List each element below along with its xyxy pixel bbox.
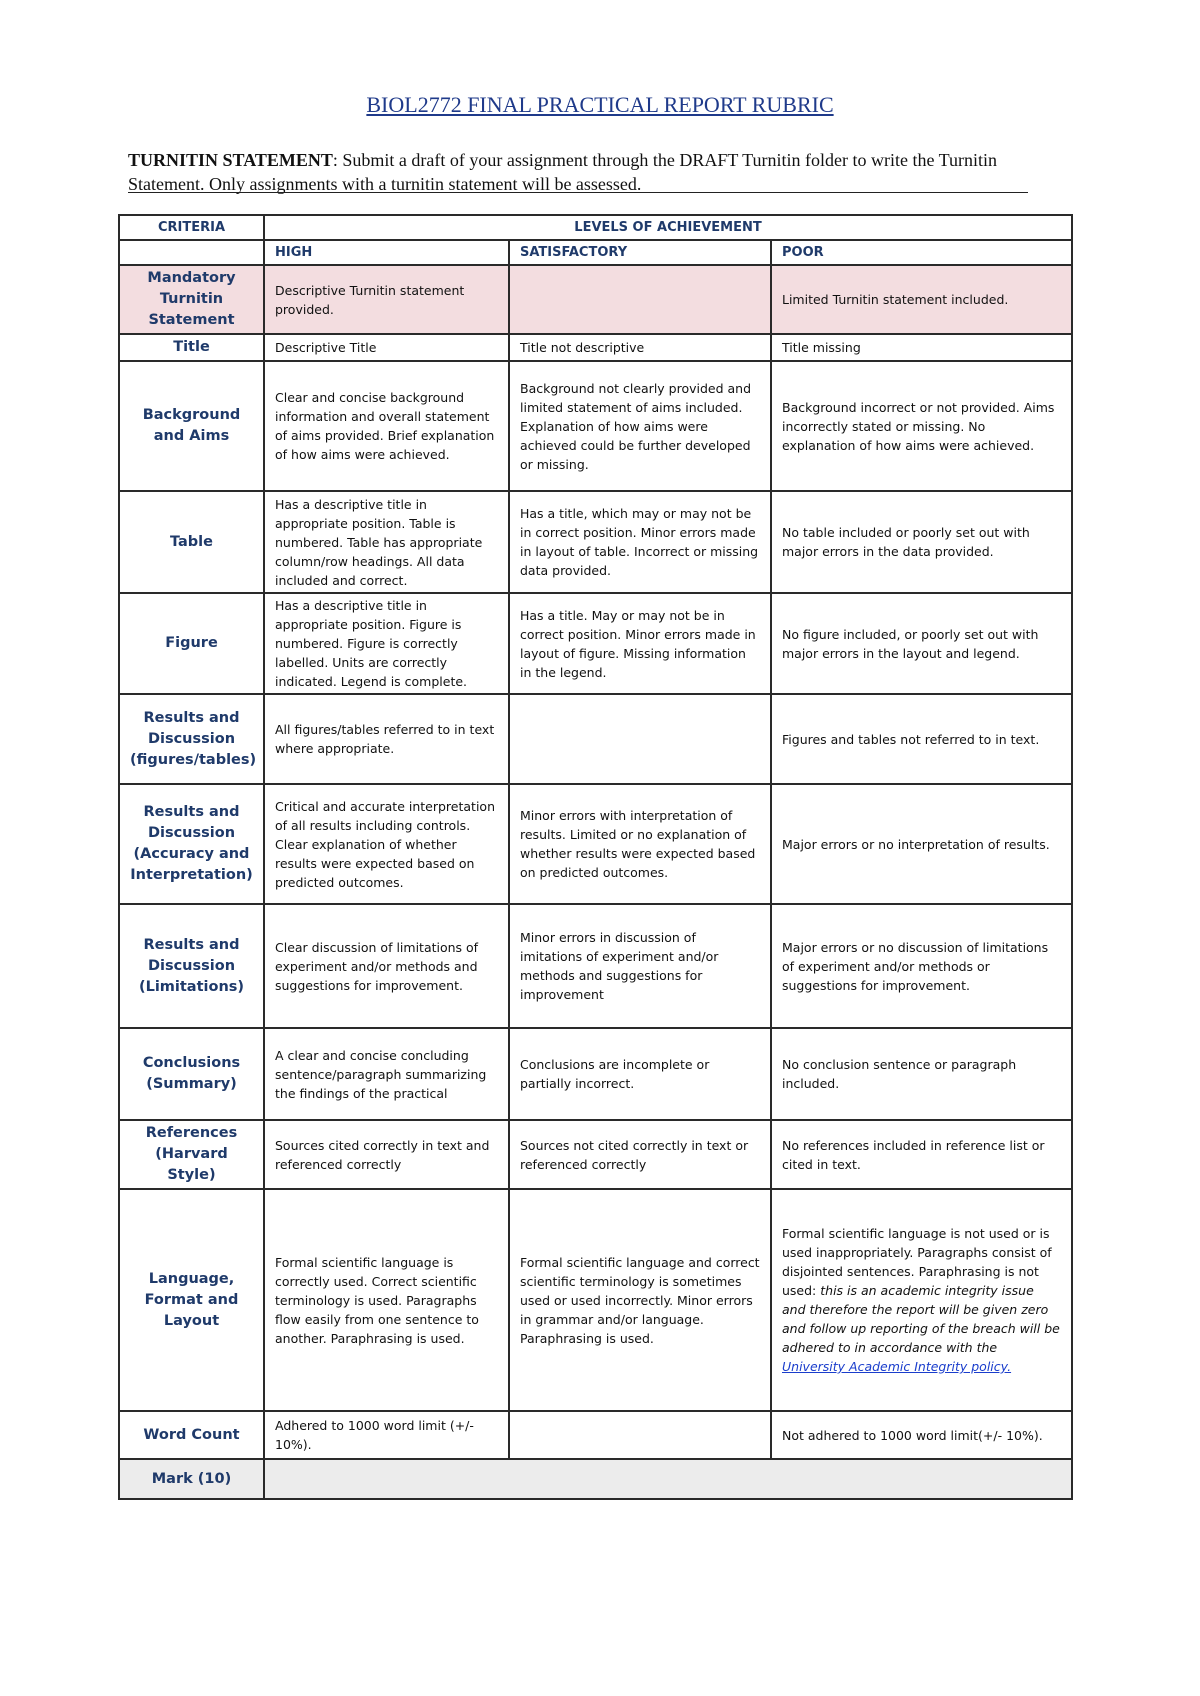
satisfactory-cell: Sources not cited correctly in text or referenced correctly: [509, 1120, 771, 1189]
poor-cell: Background incorrect or not provided. Aims incorrectly stated or missing. No explanation of how aims were achieved.: [771, 361, 1072, 491]
table-row: [119, 1411, 1072, 1459]
table-header-row: [119, 215, 1072, 240]
table-row: [119, 491, 1072, 593]
statement-underline: [128, 192, 1028, 193]
high-cell: Critical and accurate interpretation of all results including controls. Clear explanation of whether results were expected based on predicted outcomes.: [264, 784, 509, 904]
statement-label: TURNITIN STATEMENT: [128, 150, 333, 170]
satisfactory-cell: [509, 265, 771, 334]
turnitin-statement: [128, 148, 1028, 196]
poor-cell: Limited Turnitin statement included.: [771, 265, 1072, 334]
poor-cell: No figure included, or poorly set out with major errors in the layout and legend.: [771, 593, 1072, 694]
satisfactory-cell: Conclusions are incomplete or partially incorrect.: [509, 1028, 771, 1120]
poor-cell: No references included in reference list or cited in text.: [771, 1120, 1072, 1189]
high-cell: Clear and concise background information and overall statement of aims provided. Brief explanation of how aims were achieved.: [264, 361, 509, 491]
table-row: [119, 265, 1072, 334]
criterion-cell: References (Harvard Style): [119, 1120, 264, 1189]
poor-cell: Major errors or no discussion of limitations of experiment and/or methods or suggestions for improvement.: [771, 904, 1072, 1028]
poor-cell: Not adhered to 1000 word limit(+/- 10%).: [771, 1411, 1072, 1459]
high-cell: Clear discussion of limitations of experiment and/or methods and suggestions for improvement.: [264, 904, 509, 1028]
rubric-table: [118, 214, 1073, 1500]
poor-cell: Major errors or no interpretation of results.: [771, 784, 1072, 904]
high-cell: Formal scientific language is correctly used. Correct scientific terminology is used. Paragraphs flow easily from one sentence to another. Paraphrasing is used.: [264, 1189, 509, 1411]
table-row: [119, 784, 1072, 904]
table-row: [119, 694, 1072, 784]
satisfactory-cell: Minor errors with interpretation of results. Limited or no explanation of whether results were expected based on predicted outcomes.: [509, 784, 771, 904]
satisfactory-cell: [509, 694, 771, 784]
criterion-cell: Conclusions (Summary): [119, 1028, 264, 1120]
criteria-header: CRITERIA: [119, 215, 264, 240]
criterion-cell: Background and Aims: [119, 361, 264, 491]
poor-cell: No table included or poorly set out with major errors in the data provided.: [771, 491, 1072, 593]
criterion-cell: Title: [119, 334, 264, 361]
high-cell: Has a descriptive title in appropriate position. Table is numbered. Table has appropriate column/row headings. All data included and correct.: [264, 491, 509, 593]
mark-label: Mark (10): [119, 1459, 264, 1499]
high-cell: Adhered to 1000 word limit (+/- 10%).: [264, 1411, 509, 1459]
table-row: [119, 904, 1072, 1028]
integrity-policy-link[interactable]: University Academic Integrity policy.: [782, 1359, 1012, 1374]
poor-cell: [771, 1189, 1072, 1411]
table-row: [119, 334, 1072, 361]
mark-row: [119, 1459, 1072, 1499]
satisfactory-cell: Title not descriptive: [509, 334, 771, 361]
high-cell: All figures/tables referred to in text where appropriate.: [264, 694, 509, 784]
criterion-cell: Figure: [119, 593, 264, 694]
levels-header: LEVELS OF ACHIEVEMENT: [264, 215, 1072, 240]
high-cell: Has a descriptive title in appropriate position. Figure is numbered. Figure is correctly labelled. Units are correctly indicated. Legend is complete.: [264, 593, 509, 694]
page-title: BIOL2772 FINAL PRACTICAL REPORT RUBRIC: [366, 92, 834, 117]
high-cell: Sources cited correctly in text and referenced correctly: [264, 1120, 509, 1189]
table-row: [119, 1120, 1072, 1189]
satisfactory-cell: Formal scientific language and correct scientific terminology is sometimes used or used incorrectly. Minor errors in grammar and/or language. Paraphrasing is used.: [509, 1189, 771, 1411]
criterion-cell: Language, Format and Layout: [119, 1189, 264, 1411]
poor-cell: No conclusion sentence or paragraph included.: [771, 1028, 1072, 1120]
satisfactory-cell: Has a title. May or may not be in correct position. Minor errors made in layout of figure. Missing information in the legend.: [509, 593, 771, 694]
statement-text: : Submit a draft of your assignment through the DRAFT Turnitin folder to write the Turnitin Statement. Only assignments with a turnitin statement will be assessed.: [128, 150, 998, 194]
criterion-cell: Word Count: [119, 1411, 264, 1459]
level-names-spacer: [119, 240, 264, 265]
high-cell: A clear and concise concluding sentence/paragraph summarizing the findings of the practical: [264, 1028, 509, 1120]
level-satisfactory-header: SATISFACTORY: [509, 240, 771, 265]
level-names-row: [119, 240, 1072, 265]
poor-cell: Figures and tables not referred to in text.: [771, 694, 1072, 784]
criterion-cell: Mandatory Turnitin Statement: [119, 265, 264, 334]
academic-integrity-note: this is an academic integrity issue and therefore the report will be given zero and follow up reporting of the breach will be adhered to in accordance with the: [782, 1283, 1060, 1355]
satisfactory-cell: Background not clearly provided and limited statement of aims included. Explanation of how aims were achieved could be further developed or missing.: [509, 361, 771, 491]
table-row: [119, 1189, 1072, 1411]
poor-cell: Title missing: [771, 334, 1072, 361]
satisfactory-cell: Has a title, which may or may not be in correct position. Minor errors made in layout of table. Incorrect or missing data provided.: [509, 491, 771, 593]
criterion-cell: Results and Discussion (figures/tables): [119, 694, 264, 784]
satisfactory-cell: Minor errors in discussion of imitations of experiment and/or methods and suggestions for improvement: [509, 904, 771, 1028]
criterion-cell: Table: [119, 491, 264, 593]
table-row: [119, 593, 1072, 694]
poor-text: Formal scientific language is not used or is used inappropriately. Paragraphs consist of disjointed sentences. Paraphrasing is not used:: [782, 1226, 1052, 1298]
level-high-header: HIGH: [264, 240, 509, 265]
high-cell: Descriptive Turnitin statement provided.: [264, 265, 509, 334]
mark-entry-cell[interactable]: [264, 1459, 1072, 1499]
table-row: [119, 361, 1072, 491]
table-row: [119, 1028, 1072, 1120]
high-cell: Descriptive Title: [264, 334, 509, 361]
level-poor-header: POOR: [771, 240, 1072, 265]
satisfactory-cell: [509, 1411, 771, 1459]
criterion-cell: Results and Discussion (Accuracy and Interpretation): [119, 784, 264, 904]
criterion-cell: Results and Discussion (Limitations): [119, 904, 264, 1028]
